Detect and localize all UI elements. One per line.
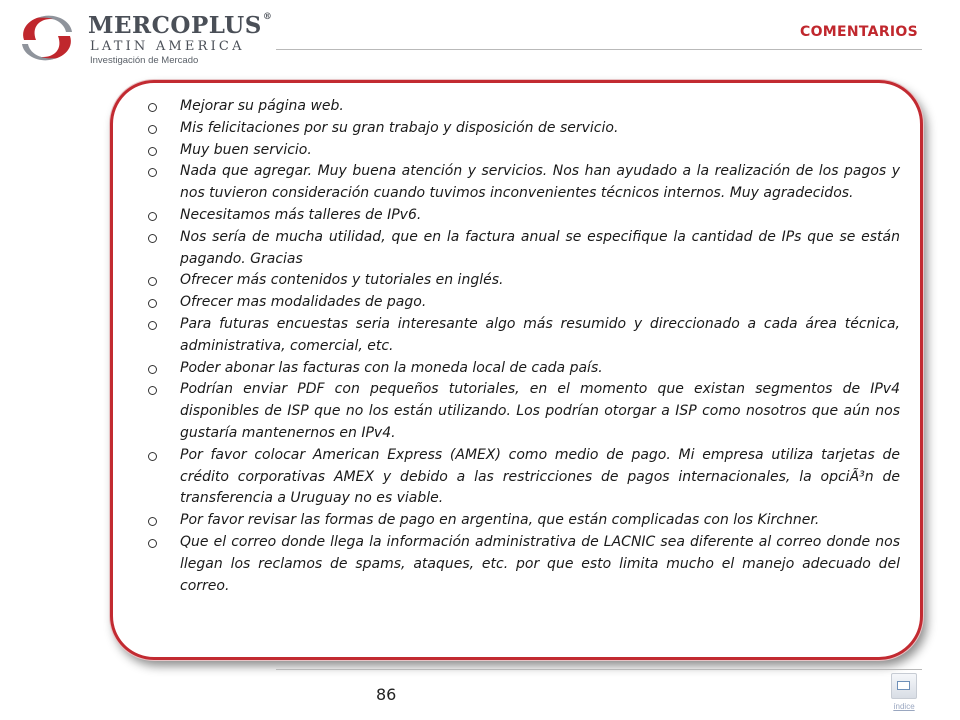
window-icon-glyph: [897, 681, 910, 690]
circle-bullet-icon: [148, 452, 157, 461]
circle-bullet-icon: [148, 277, 157, 286]
window-icon: [891, 673, 917, 699]
comment-text: Ofrecer mas modalidades de pago.: [180, 294, 427, 311]
comment-item: [148, 510, 900, 532]
circle-bullet-icon: [148, 539, 157, 548]
mercoplus-logo-icon: [14, 10, 80, 66]
circle-bullet-icon: [148, 321, 157, 330]
circle-bullet-icon: [148, 517, 157, 526]
comment-item: [148, 270, 900, 292]
header-divider: [276, 49, 922, 50]
comment-item: [148, 140, 900, 162]
section-title: COMENTARIOS: [800, 24, 918, 40]
comment-text: Para futuras encuestas seria interesante algo más resumido y direccionado a cada área técnica, administrativa, comercial, etc.: [180, 315, 900, 354]
comment-item: [148, 227, 900, 271]
brand-logo: [14, 8, 273, 70]
comment-item: [148, 292, 900, 314]
circle-bullet-icon: [148, 168, 157, 177]
comment-text: Nos sería de mucha utilidad, que en la factura anual se especifique la cantidad de IPs que se están pagando. Gracias: [180, 228, 900, 267]
comment-text: Mejorar su página web.: [180, 98, 344, 114]
comments-list: [148, 96, 900, 597]
index-link[interactable]: índice: [893, 702, 915, 711]
brand-subtitle: LATIN AMERICA: [90, 39, 245, 54]
comment-text: Por favor revisar las formas de pago en argentina, que están complicadas con los Kirchner.: [180, 512, 820, 529]
circle-bullet-icon: [148, 212, 157, 221]
circle-bullet-icon: [148, 234, 157, 243]
comment-text: Podrían enviar PDF con pequeños tutoriales, en el momento que existan segmentos de IPv4 disponibles de ISP que no los están utilizando. Los podrían otorgar a ISP como nosotros que aún nos gustaría mantenernos en IPv4.: [180, 381, 900, 441]
comment-item: [148, 379, 900, 444]
comment-item: [148, 205, 900, 227]
brand-name: MERCOPLUS®: [88, 12, 273, 39]
footer-divider: [276, 669, 922, 670]
comment-item: [148, 96, 900, 118]
comment-item: [148, 532, 900, 597]
page-number: 86: [376, 685, 397, 704]
comment-text: Muy buen servicio.: [180, 141, 312, 158]
comment-item: [148, 161, 900, 205]
circle-bullet-icon: [148, 299, 157, 308]
comment-text: Por favor colocar American Express (AMEX) como medio de pago. Mi empresa utiliza tarjetas de crédito corporativas AMEX y debido a las restricciones de pagos internacionales, la opciÃ³n de transferencia a Uruguay no es viable.: [180, 446, 900, 507]
comment-item: [148, 358, 900, 380]
circle-bullet-icon: [148, 147, 157, 156]
circle-bullet-icon: [148, 386, 157, 395]
circle-bullet-icon: [148, 125, 157, 134]
comment-text: Ofrecer más contenidos y tutoriales en inglés.: [180, 272, 504, 289]
brand-tagline: Investigación de Mercado: [90, 55, 199, 66]
brand-registered-mark: ®: [262, 12, 273, 22]
comment-item: [148, 445, 900, 510]
comment-item: [148, 118, 900, 140]
index-button[interactable]: [889, 673, 919, 713]
comment-text: Nada que agregar. Muy buena atención y servicios. Nos han ayudado a la realización de los pagos y nos tuvieron consideración cuando tuvimos inconvenientes técnicos internos. Muy agradecidos.: [180, 163, 900, 202]
comment-text: Necesitamos más talleres de IPv6.: [180, 206, 422, 223]
comment-item: [148, 314, 900, 358]
circle-bullet-icon: [148, 103, 157, 112]
comment-text: Que el correo donde llega la información administrativa de LACNIC sea diferente al correo donde nos llegan los reclamos de spams, ataques, etc. por que esto limita mucho el manejo adecuado del correo.: [180, 533, 900, 594]
comment-text: Mis felicitaciones por su gran trabajo y disposición de servicio.: [180, 119, 619, 136]
comments-card: [110, 80, 923, 660]
circle-bullet-icon: [148, 365, 157, 374]
comment-text: Poder abonar las facturas con la moneda local de cada país.: [180, 359, 603, 376]
